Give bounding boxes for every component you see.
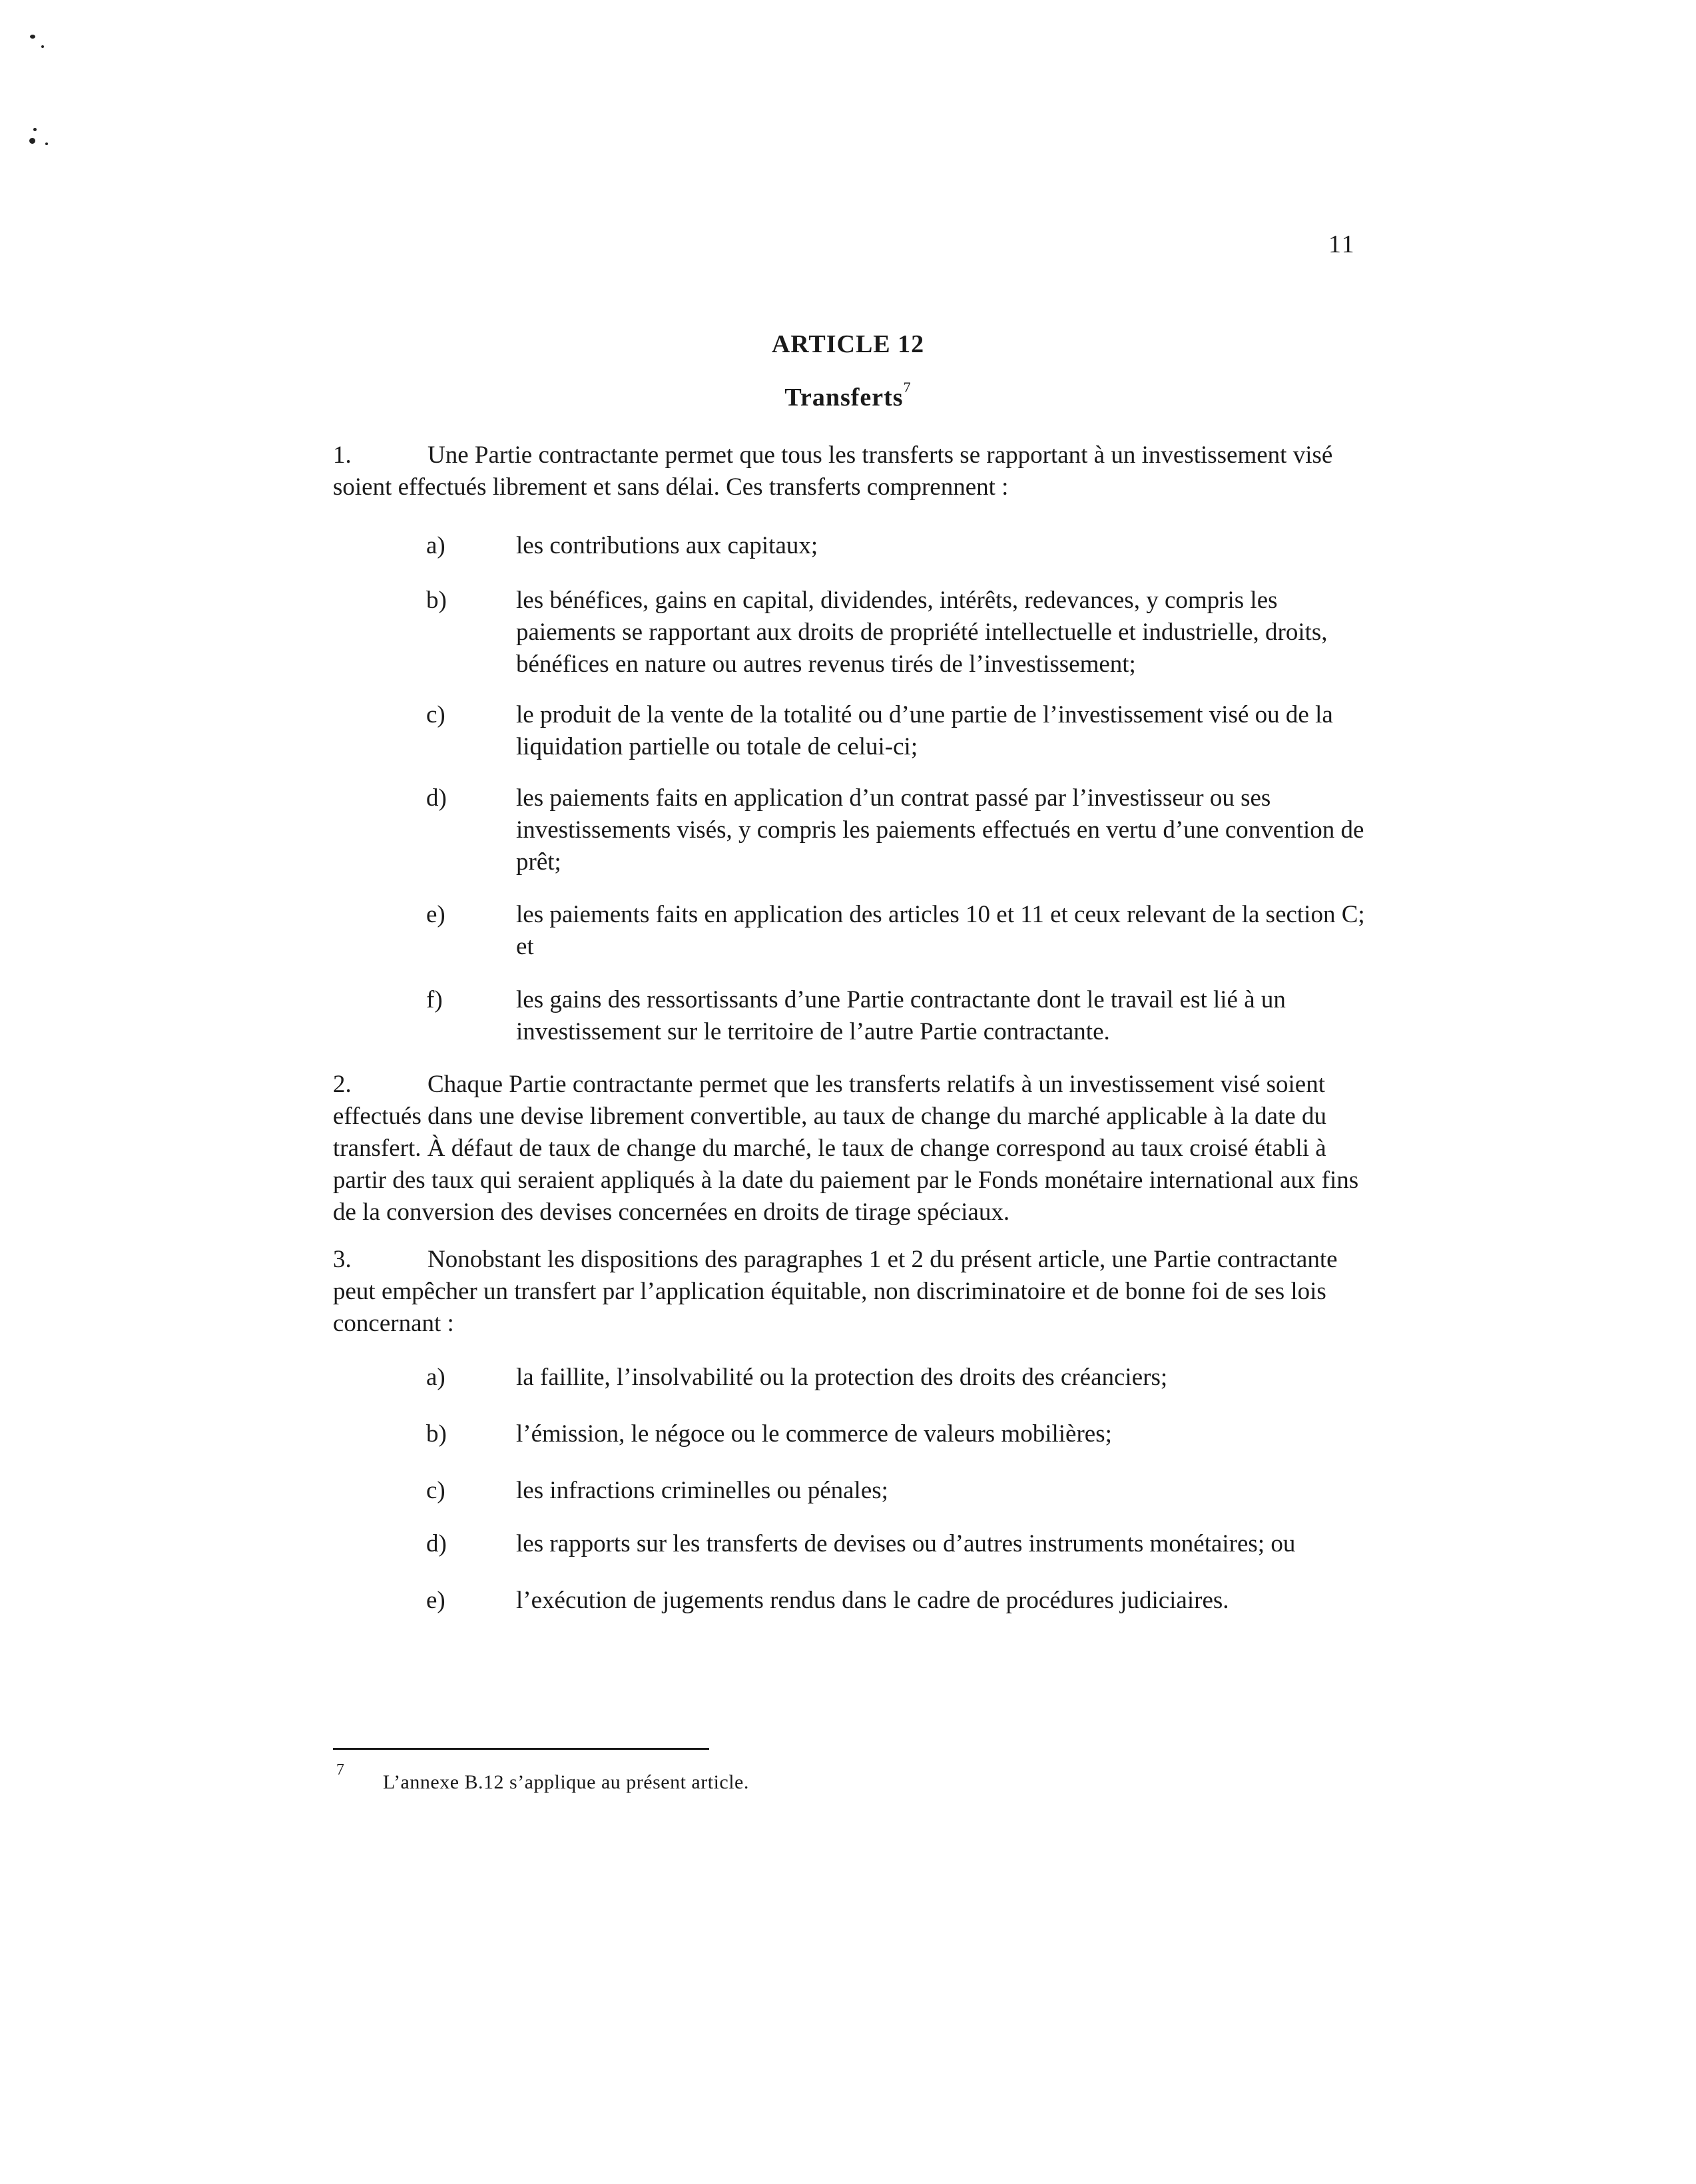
list-item-text: le produit de la vente de la totalité ou d’une partie de l’investissement visé ou de la liquidation partielle ou totale de celui-ci; bbox=[516, 701, 1333, 760]
list-item-letter: d) bbox=[426, 1530, 447, 1557]
page-number: 11 bbox=[1328, 230, 1356, 258]
list-item-letter: d) bbox=[426, 784, 447, 812]
list-item-letter: a) bbox=[426, 532, 445, 559]
list-item-text: les rapports sur les transferts de devises ou d’autres instruments monétaires; ou bbox=[516, 1530, 1296, 1557]
paragraph-2 bbox=[333, 1069, 1372, 1228]
list-item-text: la faillite, l’insolvabilité ou la protection des droits des créanciers; bbox=[516, 1364, 1168, 1391]
list-item-letter: b) bbox=[426, 587, 447, 614]
footnote-separator bbox=[333, 1748, 709, 1750]
paragraph-text: Nonobstant les dispositions des paragraphes 1 et 2 du présent article, une Partie contractante peut empêcher un transfert par l’application équitable, non discriminatoire et de bonne foi de ses lois concernant : bbox=[333, 1246, 1338, 1337]
paragraph-1 bbox=[333, 439, 1372, 503]
list-item-letter: c) bbox=[426, 1477, 445, 1504]
list-item-text: l’émission, le négoce ou le commerce de valeurs mobilières; bbox=[516, 1420, 1112, 1448]
article-title: ARTICLE 12 bbox=[771, 330, 925, 358]
list-item-text: les contributions aux capitaux; bbox=[516, 532, 818, 559]
list-item-text: les paiements faits en application d’un contrat passé par l’investisseur ou ses investissements visés, y compris les paiements effectués en vertu d’une convention de prêt; bbox=[516, 784, 1364, 876]
footnote-mark: 7 bbox=[336, 1761, 344, 1778]
list-item-letter: e) bbox=[426, 1587, 445, 1614]
scan-speck bbox=[29, 138, 35, 144]
list-item-letter: c) bbox=[426, 701, 445, 728]
list-item-letter: e) bbox=[426, 901, 445, 928]
paragraph-3 bbox=[333, 1244, 1372, 1340]
list-item-letter: a) bbox=[426, 1364, 445, 1391]
article-subtitle-text: Transferts bbox=[784, 384, 904, 411]
list-item-text: les bénéfices, gains en capital, dividendes, intérêts, redevances, y compris les paiements se rapportant aux droits de propriété intellectuelle et industrielle, droits, bénéfices en nature ou autres revenus tirés de l’investissement; bbox=[516, 587, 1328, 678]
list-item-text: les paiements faits en application des articles 10 et 11 et ceux relevant de la section C; et bbox=[516, 901, 1365, 960]
list-item-text: l’exécution de jugements rendus dans le cadre de procédures judiciaires. bbox=[516, 1587, 1229, 1614]
scan-speck bbox=[45, 142, 48, 145]
list-item-text: les infractions criminelles ou pénales; bbox=[516, 1477, 888, 1504]
paragraph-number: 2. bbox=[333, 1071, 352, 1098]
paragraph-number: 1. bbox=[333, 441, 352, 469]
paragraph-text: Chaque Partie contractante permet que les transferts relatifs à un investissement visé soient effectués dans une devise librement convertible, au taux de change du marché applicable à la date du transfert. À défaut de taux de change du marché, le taux de change correspond au taux croisé établi à partir des taux qui seraient appliqués à la date du paiement par le Fonds monétaire international aux fins de la conversion des devises concernées en droits de tirage spéciaux. bbox=[333, 1071, 1359, 1226]
list-item-text: les gains des ressortissants d’une Partie contractante dont le travail est lié à un investissement sur le territoire de l’autre Partie contractante. bbox=[516, 986, 1286, 1045]
article-subtitle bbox=[0, 379, 1696, 412]
list-item-letter: f) bbox=[426, 986, 443, 1013]
footnote-reference: 7 bbox=[903, 379, 912, 396]
scan-speck bbox=[33, 128, 37, 131]
list-item-letter: b) bbox=[426, 1420, 447, 1448]
scan-speck bbox=[30, 35, 35, 39]
paragraph-text: Une Partie contractante permet que tous les transferts se rapportant à un investissement visé soient effectués librement et sans délai. Ces transferts comprennent : bbox=[333, 441, 1333, 501]
paragraph-number: 3. bbox=[333, 1246, 352, 1273]
scan-speck bbox=[41, 45, 44, 48]
footnote-text: L’annexe B.12 s’applique au présent article. bbox=[383, 1771, 749, 1793]
